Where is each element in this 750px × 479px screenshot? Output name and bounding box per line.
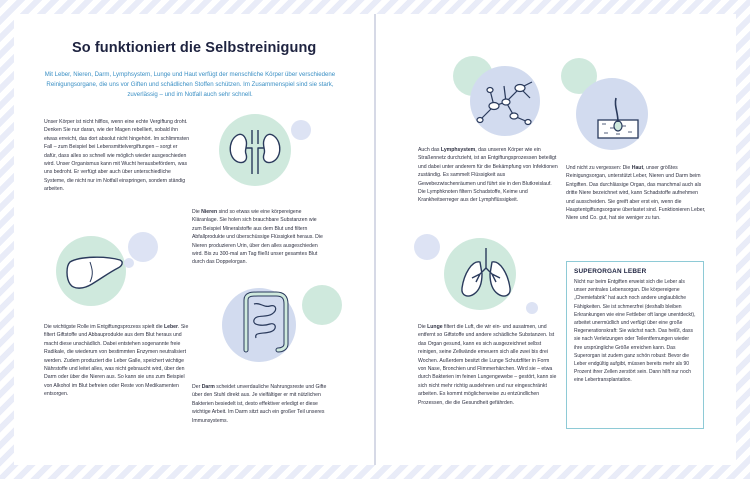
info-box-title: SUPERORGAN LEBER (574, 268, 647, 275)
paragraph-nieren: Die Nieren sind so etwas wie eine körpereigene Kläranlage. Sie holen sich brauchbare Substanzen wie zum Beispiel Mineralstoffe aus dem Blut und filtern Abfallprodukte und überschüssige Flüssigkeit heraus. Die Nieren produzieren Urin, über den alles ausgeschieden wird. Bis zu 300-mal am Tag fließt unser gesamtes Blut durch das Doppelorgan. (192, 209, 323, 266)
kidneys-icon (230, 126, 280, 178)
deco-circle (302, 285, 342, 325)
skin-icon (596, 96, 640, 142)
liver-icon (66, 254, 124, 292)
deco-circle (124, 258, 134, 268)
paragraph-lunge: Die Lunge filtert die Luft, die wir ein- und ausatmen, und entfernt so Giftstoffe und andere schädliche Substanzen. Ist das Organ gesund, kann es sich ausgezeichnet selbst reinigen, seine Zellwände erneuern sich alle zwei bis drei Wochen. Außerdem besitzt die Lunge Schutzfilter in Form von Nase, Bronchien und Flimmerhärchen. Wird sie – etwa durch Bakterien im feinen Lungengewebe – gestört, kann sie sich nicht mehr richtig ausdehnen und nur eingeschränkt arbeiten. Es kommt möglicherweise zu entzündlichen Prozessen, die die Gesundheit gefährden. (418, 324, 557, 406)
paragraph-lymphsystem: Auch das Lymphsystem, das unseren Körper wie ein Straßennetz durchzieht, ist an Entgiftungsprozessen beteiligt und dabei unter anderem für die Bekämpfung von Infektionen zuständig. Es sammelt Flüssigkeit aus Gewebezwischenräumen und führt sie in den Blutkreislauf. Die Lymphknoten filtern Schadstoffe, Keime und Krankheitserreger aus der Lymphflüssigkeit. (418, 147, 558, 204)
intestine-icon (238, 290, 294, 356)
deco-circle (128, 232, 158, 262)
book-spine (374, 14, 376, 465)
paragraph-haut: Und nicht zu vergessen: Die Haut, unser größtes Reinigungsorgan, unterstützt Leber, Nieren und Darm beim Entgiften. Das durchlässige Organ, das manchmal auch als dritte Niere bezeichnet wird, kann Schadstoffe aufnehmen und ausscheiden. Sie greift aber erst ein, wenn die Hauptentgiftungsorgane überlastet sind. Funktionieren Leber, Niere und Co. gut, hat sie weniger zu tun. (566, 165, 706, 222)
lungs-icon (458, 246, 514, 302)
info-box-text: Nicht nur beim Entgiften erweist sich die Leber als unser zentrales Lebensorgan. Die körpereigene „Chemiefabrik“ hat auch noch andere unglaubliche Fähigkeiten. Sie ist schmerzfrei (deshalb bleiben Erkrankungen wie eine Fettleber oft lange unentdeckt), arbeitet unermüdlich und verfügt über eine große Regenerationskraft: Sie wächst nach. Das heißt, dass sie nach Verletzungen oder Teilentfernungen wieder ihre ursprüngliche Größe erreichen kann. Das Superorgan ist zudem ganz schön robust: Bevor die Leber endgültig aufgibt, müssen bereits mehr als 90 Prozent ihrer Zellen zerstört sein. Dann hilft nur noch eine Lebertransplantation. (574, 279, 696, 384)
paragraph-koerper: Unser Körper ist nicht hilflos, wenn eine echte Vergiftung droht. Denken Sie nur daran, wie der Magen rebelliert, sobald ihn etwas erreicht, das dort absolut nicht hingehört. Im schlimmsten Fall – zum Beispiel bei Lebensmittelvergiftungen – sorgt er dafür, dass alles so schnell wie möglich wieder ausgeschieden wird. Unser Organismus kann mit Wucht herausbefördern, was uns bedroht. Er verfügt aber auch über unterschiedliche Systeme, die nicht nur im Notfall einspringen, sondern ständig arbeiten. (44, 119, 190, 193)
deco-circle (414, 234, 440, 260)
intro-text: Mit Leber, Nieren, Darm, Lymphsystem, Lunge und Haut verfügt der menschliche Körper über verschiedene Reinigungsorgane, die uns vor Giften und schädlichen Stoffen schützen. Im Zusammenspiel sind sie stark, zuverlässig – und im Notfall auch sehr schnell. (44, 71, 336, 98)
lymph-nodes-icon (470, 76, 540, 132)
page-title: So funktioniert die Selbstreinigung (72, 40, 317, 56)
info-box-superorgan-leber (566, 261, 704, 429)
paragraph-darm: Der Darm scheidet unverdauliche Nahrungsreste und Gifte über den Stuhl direkt aus. Je vielfältiger er mit nützlichen Bakterien besiedelt ist, desto effektiver erledigt er diese wichtige Arbeit. Im Darm sitzt auch ein großer Teil unseres Immunsystems. (192, 384, 327, 424)
paragraph-leber: Die wichtigste Rolle im Entgiftungsprozess spielt die Leber. Sie filtert Giftstoffe und Abbauprodukte aus dem Blut heraus und macht diese unschädlich. Dabei entstehen sogenannte freie Radikale, die wiederum von bestimmten Enzymen neutralisiert werden. Zudem produziert die Leber Galle, speichert wichtige Nährstoffe und leitet alles, was nicht gebraucht wird, über den Darm oder über die Nieren aus. So kann sie uns zum Beispiel von Alkohol im Blut befreien oder Reste von Medikamenten entsorgen. (44, 324, 189, 398)
deco-circle (291, 120, 311, 140)
deco-circle (526, 302, 538, 314)
